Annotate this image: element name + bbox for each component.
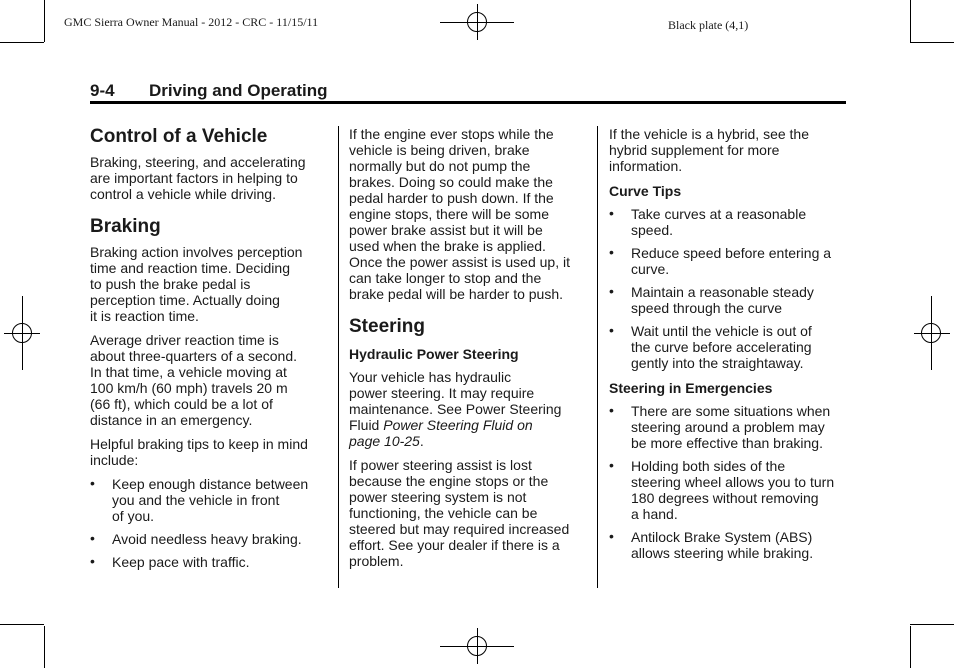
heading-control-of-a-vehicle: Control of a Vehicle — [90, 126, 268, 147]
list-item: • Keep pace with traffic. — [90, 554, 330, 570]
list-item: • Maintain a reasonable steady speed through the curve — [609, 284, 849, 316]
curve-tips-list — [609, 206, 849, 371]
heading-braking: Braking — [90, 216, 161, 237]
column-divider — [597, 126, 598, 588]
paragraph: If the engine ever stops while the vehicle is being driven, brake normally but do not pump the brakes. Doing so could make the pedal harder to push down. If the engine stops, there will be some power brake assist but it will be used when the brake is applied. Once the power assist is used up, it can take longer to stop and the brake pedal will be harder to push. — [349, 126, 570, 302]
print-slug-left: GMC Sierra Owner Manual - 2012 - CRC - 11/15/11 — [64, 15, 319, 29]
braking-tips-list — [90, 476, 330, 570]
crop-mark — [0, 42, 44, 43]
text-span: . — [419, 433, 424, 449]
subheading-steering-in-emergencies: Steering in Emergencies — [609, 380, 773, 396]
paragraph: Average driver reaction time is about three-quarters of a second. In that time, a vehicle moving at 100 km/h (60 mph) travels 20 m (66 ft), which could be a lot of distance in an emergency. — [90, 332, 298, 428]
paragraph: Braking, steering, and accelerating are important factors in helping to control a vehicle while driving. — [90, 154, 306, 202]
column-3 — [609, 126, 849, 568]
heading-steering: Steering — [349, 316, 426, 337]
subheading-curve-tips: Curve Tips — [609, 183, 682, 199]
cross-reference: Power Steering Fluid on page 10-25 — [349, 417, 533, 449]
section-title: Driving and Operating — [149, 81, 328, 100]
page-number: 9-4 — [90, 81, 115, 100]
crop-mark — [44, 626, 45, 668]
print-slug-right: Black plate (4,1) — [668, 18, 749, 32]
list-item: • Reduce speed before entering a curve. — [609, 245, 849, 277]
list-item: • Take curves at a reasonable speed. — [609, 206, 849, 238]
list-item: • There are some situations when steering around a problem may be more effective than braking. — [609, 403, 849, 451]
paragraph: Braking action involves perception time and reaction time. Deciding to push the brake pedal is perception time. Actually doing it is reaction time. — [90, 244, 303, 324]
registration-circle-icon — [467, 636, 487, 656]
crop-mark — [910, 0, 911, 42]
crop-mark — [910, 626, 911, 668]
column-2 — [349, 126, 591, 577]
crop-mark — [910, 624, 954, 625]
paragraph — [349, 369, 591, 449]
list-item: • Holding both sides of the steering wheel allows you to turn 180 degrees without removing a hand. — [609, 458, 849, 522]
registration-circle-icon — [467, 12, 487, 32]
crop-mark — [44, 0, 45, 42]
registration-circle-icon — [921, 323, 941, 343]
emergency-steering-list — [609, 403, 849, 561]
crop-mark — [0, 624, 44, 625]
column-divider — [338, 126, 339, 588]
paragraph: Helpful braking tips to keep in mind include: — [90, 436, 308, 468]
list-item: • Wait until the vehicle is out of the curve before accelerating gently into the straightaway. — [609, 323, 849, 371]
text-span: Your vehicle has hydraulic power steering. It may require maintenance. See Power Steering Fluid — [349, 369, 562, 433]
column-1 — [90, 126, 330, 577]
header-rule — [90, 101, 846, 104]
subheading-hydraulic-power-steering: Hydraulic Power Steering — [349, 346, 519, 362]
registration-circle-icon — [12, 323, 32, 343]
list-item: • Keep enough distance between you and the vehicle in front of you. — [90, 476, 330, 524]
paragraph: If power steering assist is lost because the engine stops or the power steering system is not functioning, the vehicle can be steered but may required increased effort. See your dealer if there is a problem. — [349, 457, 570, 569]
paragraph: If the vehicle is a hybrid, see the hybrid supplement for more information. — [609, 126, 809, 174]
list-item: • Antilock Brake System (ABS) allows steering while braking. — [609, 529, 849, 561]
crop-mark — [910, 42, 954, 43]
list-item: • Avoid needless heavy braking. — [90, 531, 330, 547]
